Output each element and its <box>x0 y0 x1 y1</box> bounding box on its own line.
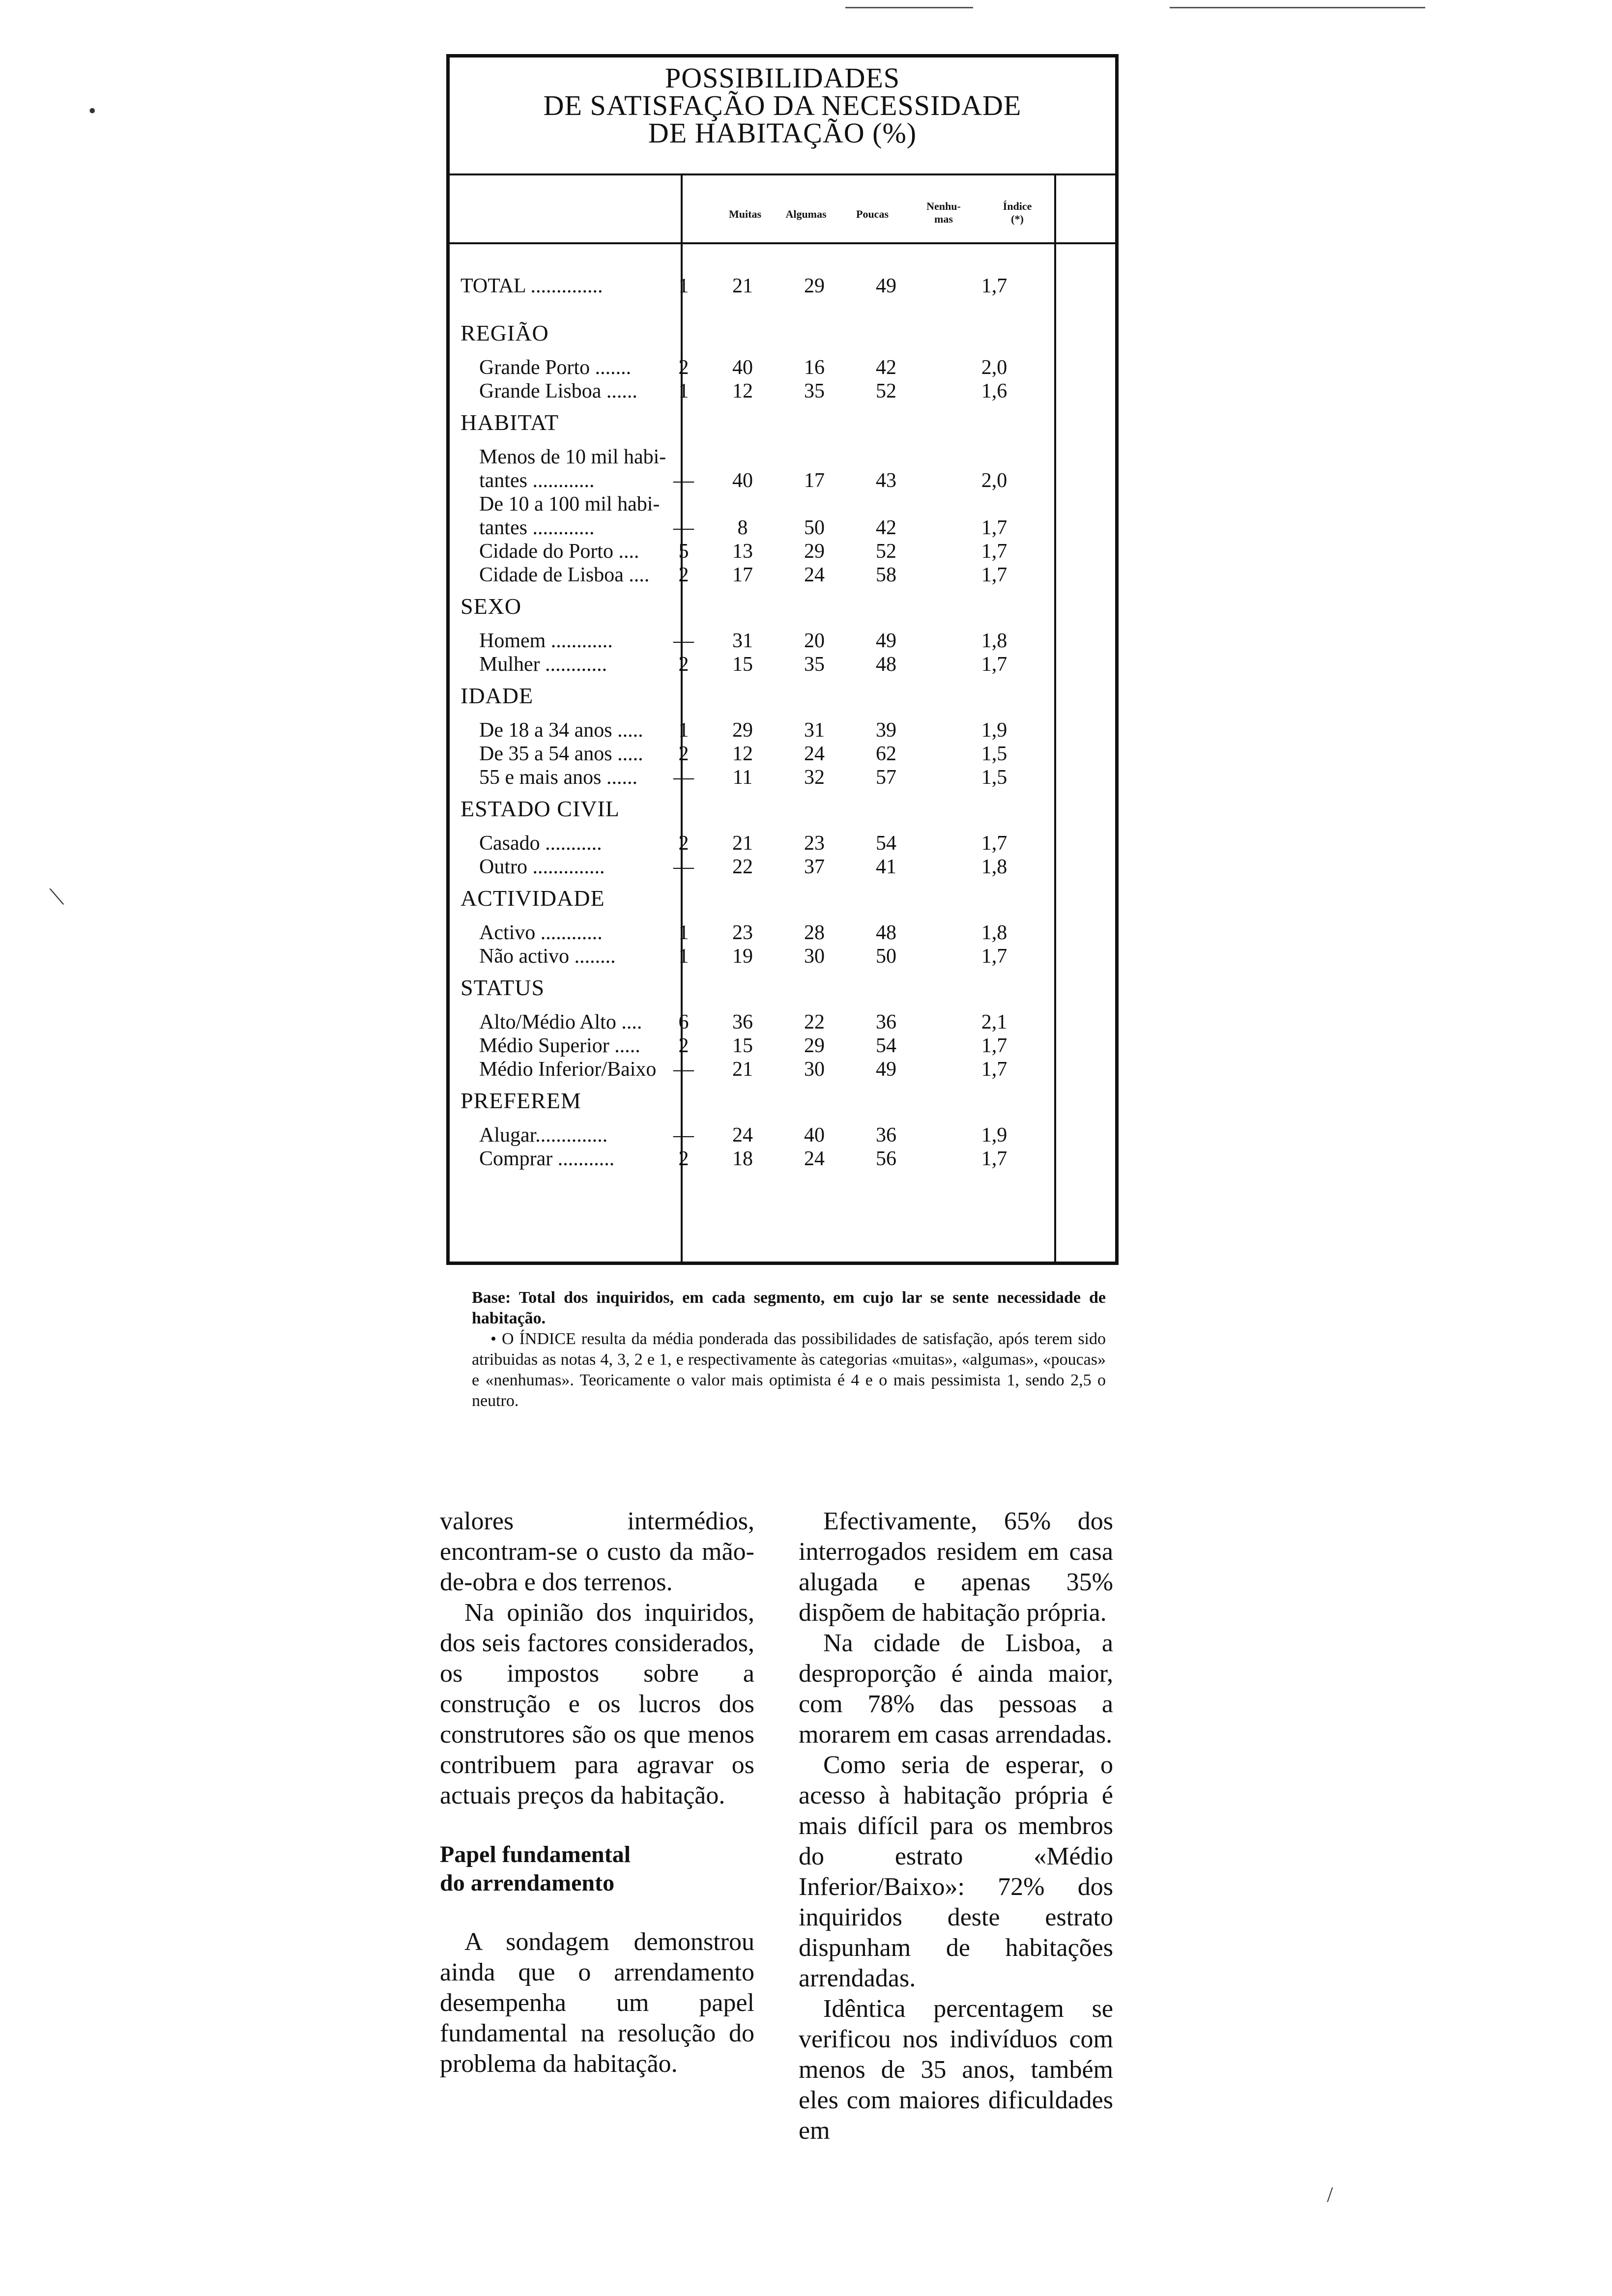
row-label: Mulher ............ <box>479 653 607 676</box>
table-row <box>450 468 1118 493</box>
cell-muitas: — <box>673 1124 694 1147</box>
cell-indice: 1,5 <box>981 766 1008 789</box>
cell-algumas: 23 <box>732 921 753 944</box>
cell-algumas: 40 <box>732 469 753 492</box>
cell-nenhumas: 50 <box>876 945 896 968</box>
cell-nenhumas: 58 <box>876 564 896 586</box>
cell-indice: 2,0 <box>981 469 1008 492</box>
table-row <box>450 355 1118 380</box>
left-paragraph-3: A sondagem demonstrou ainda que o arrendamento desempenha um papel fundamental na resolução do problema da habitação. <box>440 1928 754 2078</box>
cell-poucas: 35 <box>804 653 825 676</box>
cell-muitas: — <box>673 517 694 539</box>
cell-indice: 1,7 <box>981 1148 1008 1170</box>
row-label: 55 e mais anos ...... <box>479 766 637 789</box>
cell-nenhumas: 54 <box>876 1034 896 1057</box>
section-label: REGIÃO <box>461 320 549 345</box>
row-label: Médio Inferior/Baixo <box>479 1058 657 1081</box>
right-paragraph-2: Na cidade de Lisboa, a desproporção é ainda maior, com 78% das pessoas a morarem em casas arrendadas. <box>799 1629 1113 1749</box>
header-divider <box>450 242 1115 244</box>
table-row <box>450 1010 1118 1034</box>
cell-poucas: 29 <box>804 1034 825 1057</box>
cell-indice: 1,7 <box>981 653 1008 676</box>
cell-nenhumas: 54 <box>876 832 896 855</box>
row-label: Alugar.............. <box>479 1124 608 1147</box>
row-label: tantes ............ <box>479 469 595 492</box>
table-section-header <box>450 976 1118 1000</box>
left-paragraph-1: valores intermédios, encontram-se o custo da mão-de-obra e dos terrenos. <box>440 1507 754 1596</box>
table-title <box>450 64 1115 147</box>
table-row <box>450 445 1118 469</box>
cell-nenhumas: 42 <box>876 356 896 379</box>
cell-muitas: 1 <box>678 380 689 402</box>
cell-poucas: 23 <box>804 832 825 855</box>
cell-nenhumas: 52 <box>876 540 896 563</box>
cell-poucas: 32 <box>804 766 825 789</box>
cell-poucas: 29 <box>804 275 825 297</box>
cell-indice: 1,7 <box>981 1034 1008 1057</box>
cell-muitas: 1 <box>678 945 689 968</box>
left-column <box>440 1506 754 2079</box>
cell-algumas: 21 <box>732 1058 753 1081</box>
table-section-header <box>450 797 1118 821</box>
cell-indice: 1,9 <box>981 719 1008 742</box>
table-section-header <box>450 594 1118 619</box>
cell-muitas: 1 <box>678 719 689 742</box>
table-row <box>450 516 1118 540</box>
cell-nenhumas: 49 <box>876 275 896 297</box>
cell-indice: 1,8 <box>981 856 1008 878</box>
section-label: PREFEREM <box>461 1088 581 1113</box>
table-section-header <box>450 410 1118 435</box>
right-paragraph-1: Efectivamente, 65% dos interrogados residem em casa alugada e apenas 35% dispõem de habitação própria. <box>799 1507 1113 1627</box>
table-row <box>450 539 1118 564</box>
table-row <box>450 920 1118 945</box>
cell-poucas: 35 <box>804 380 825 402</box>
cell-muitas: — <box>673 856 694 878</box>
row-label: Activo ............ <box>479 921 603 944</box>
table-row <box>450 1123 1118 1148</box>
cell-algumas: 40 <box>732 356 753 379</box>
table-row <box>450 652 1118 677</box>
cell-nenhumas: 57 <box>876 766 896 789</box>
cell-indice: 1,7 <box>981 540 1008 563</box>
cell-nenhumas: 43 <box>876 469 896 492</box>
cell-algumas: 15 <box>732 653 753 676</box>
cell-poucas: 20 <box>804 630 825 652</box>
cell-algumas: 21 <box>732 832 753 855</box>
scan-mark-2: ⟍ <box>49 885 64 909</box>
row-label: Médio Superior ..... <box>479 1034 640 1057</box>
cell-algumas: 12 <box>732 743 753 765</box>
col-header-muitas: Muitas <box>729 208 761 220</box>
row-label: Cidade do Porto .... <box>479 540 639 563</box>
right-paragraph-3: Como seria de esperar, o acesso à habitação própria é mais difícil para os membros do estrato «Médio Inferior/Baixo»: 72% dos inquiridos deste estrato dispunham de habitações arrendadas. <box>799 1751 1113 1992</box>
cell-indice: 1,7 <box>981 945 1008 968</box>
cell-poucas: 28 <box>804 921 825 944</box>
cell-algumas: 24 <box>732 1124 753 1147</box>
row-label: Homem ............ <box>479 630 613 652</box>
note-index: • O ÍNDICE resulta da média ponderada das possibilidades de satisfação, após terem sido atribuidas as notas 4, 3, 2 e 1, e respectivamente às categorias «muitas», «algumas», «poucas» e «nenhumas». Teoricamente o valor mais optimista é 4 e o mais pessimista 1, sendo 2,5 o neutro. <box>472 1330 1106 1410</box>
row-label: Alto/Médio Alto .... <box>479 1011 642 1033</box>
cell-indice: 1,5 <box>981 743 1008 765</box>
cell-muitas: — <box>673 766 694 789</box>
cell-muitas: 2 <box>678 832 689 855</box>
note-base: Base: Total dos inquiridos, em cada segmento, em cujo lar se sente necessidade de habitação. <box>472 1289 1106 1327</box>
scan-mark-3: / <box>1327 2182 1333 2207</box>
cell-nenhumas: 49 <box>876 630 896 652</box>
survey-table <box>446 54 1119 1265</box>
table-row <box>450 1147 1118 1171</box>
cell-nenhumas: 41 <box>876 856 896 878</box>
cell-algumas: 29 <box>732 719 753 742</box>
cell-algumas: 22 <box>732 856 753 878</box>
table-row <box>450 855 1118 879</box>
cell-algumas: 21 <box>732 275 753 297</box>
cell-indice: 1,7 <box>981 275 1008 297</box>
table-section-header <box>450 886 1118 911</box>
table-row <box>450 718 1118 743</box>
cell-indice: 1,7 <box>981 517 1008 539</box>
right-column <box>799 1506 1113 2146</box>
cell-nenhumas: 49 <box>876 1058 896 1081</box>
cell-muitas: 1 <box>678 275 689 297</box>
table-title-line-3: DE HABITAÇÃO (%) <box>648 117 917 149</box>
cell-algumas: 17 <box>732 564 753 586</box>
col-header-poucas: Poucas <box>856 208 889 220</box>
row-label: Outro .............. <box>479 856 605 878</box>
cell-nenhumas: 42 <box>876 517 896 539</box>
cell-indice: 1,7 <box>981 1058 1008 1081</box>
cell-indice: 2,0 <box>981 356 1008 379</box>
cell-muitas: 2 <box>678 1148 689 1170</box>
cell-poucas: 31 <box>804 719 825 742</box>
col-header-nenhumas: Nenhu- mas <box>926 200 961 225</box>
table-row <box>450 379 1118 403</box>
section-label: ACTIVIDADE <box>461 886 605 911</box>
table-row <box>450 274 1118 298</box>
cell-poucas: 29 <box>804 540 825 563</box>
table-row <box>450 742 1118 766</box>
cell-nenhumas: 56 <box>876 1148 896 1170</box>
cell-algumas: 18 <box>732 1148 753 1170</box>
row-label: Cidade de Lisboa .... <box>479 564 650 586</box>
section-label: HABITAT <box>461 410 559 435</box>
cell-algumas: 15 <box>732 1034 753 1057</box>
table-section-header <box>450 321 1118 345</box>
cell-indice: 1,7 <box>981 564 1008 586</box>
cell-muitas: — <box>673 630 694 652</box>
top-rule-1 <box>845 7 973 8</box>
cell-nenhumas: 36 <box>876 1011 896 1033</box>
cell-indice: 2,1 <box>981 1011 1008 1033</box>
row-label: TOTAL .............. <box>461 275 603 297</box>
right-paragraph-4: Idêntica percentagem se verificou nos indivíduos com menos de 35 anos, também eles com maiores dificuldades em <box>799 1995 1113 2145</box>
cell-algumas: 36 <box>732 1011 753 1033</box>
table-row <box>450 831 1118 856</box>
table-section-header <box>450 684 1118 708</box>
cell-poucas: 24 <box>804 743 825 765</box>
section-label: ESTADO CIVIL <box>461 796 620 821</box>
cell-poucas: 40 <box>804 1124 825 1147</box>
row-label: De 18 a 34 anos ..... <box>479 719 643 742</box>
cell-algumas: 31 <box>732 630 753 652</box>
cell-nenhumas: 48 <box>876 653 896 676</box>
cell-muitas: 2 <box>678 356 689 379</box>
table-row <box>450 765 1118 790</box>
table-row <box>450 1057 1118 1082</box>
cell-nenhumas: 62 <box>876 743 896 765</box>
cell-muitas: 6 <box>678 1011 689 1033</box>
section-label: STATUS <box>461 975 545 1000</box>
row-label: Grande Porto ....... <box>479 356 632 379</box>
section-heading-line-1: Papel fundamental <box>440 1841 631 1867</box>
cell-muitas: 5 <box>678 540 689 563</box>
cell-indice: 1,7 <box>981 832 1008 855</box>
section-label: IDADE <box>461 683 534 708</box>
cell-algumas: 13 <box>732 540 753 563</box>
cell-indice: 1,6 <box>981 380 1008 402</box>
cell-algumas: 8 <box>737 517 748 539</box>
cell-nenhumas: 39 <box>876 719 896 742</box>
cell-muitas: 1 <box>678 921 689 944</box>
cell-poucas: 30 <box>804 945 825 968</box>
cell-muitas: — <box>673 1058 694 1081</box>
cell-algumas: 19 <box>732 945 753 968</box>
cell-poucas: 17 <box>804 469 825 492</box>
cell-indice: 1,8 <box>981 630 1008 652</box>
table-section-header <box>450 1089 1118 1113</box>
cell-nenhumas: 36 <box>876 1124 896 1147</box>
left-paragraph-2: Na opinião dos inquiridos, dos seis factores considerados, os impostos sobre a construção e os lucros dos construtores são os que menos contribuem para agravar os actuais preços da habitação. <box>440 1599 754 1809</box>
cell-poucas: 30 <box>804 1058 825 1081</box>
row-label: tantes ............ <box>479 517 595 539</box>
cell-indice: 1,8 <box>981 921 1008 944</box>
cell-poucas: 24 <box>804 1148 825 1170</box>
cell-indice: 1,9 <box>981 1124 1008 1147</box>
title-divider <box>450 173 1115 175</box>
row-label: Não activo ........ <box>479 945 616 968</box>
table-title-line-1: POSSIBILIDADES <box>664 62 900 94</box>
cell-algumas: 11 <box>732 766 753 789</box>
cell-muitas: 2 <box>678 1034 689 1057</box>
table-row <box>450 1033 1118 1058</box>
table-row <box>450 629 1118 653</box>
cell-poucas: 50 <box>804 517 825 539</box>
section-label: SEXO <box>461 594 522 619</box>
cell-poucas: 37 <box>804 856 825 878</box>
row-label: Comprar ........... <box>479 1148 615 1170</box>
col-header-indice: Índice (*) <box>1003 200 1032 225</box>
row-label: Menos de 10 mil habi- <box>479 446 666 468</box>
cell-algumas: 12 <box>732 380 753 402</box>
row-label: Casado ........... <box>479 832 602 855</box>
row-label: De 35 a 54 anos ..... <box>479 743 643 765</box>
row-label: De 10 a 100 mil habi- <box>479 493 660 516</box>
row-label: Grande Lisboa ...... <box>479 380 637 402</box>
table-notes <box>472 1288 1106 1411</box>
table-row <box>450 944 1118 969</box>
cell-muitas: — <box>673 469 694 492</box>
section-heading-line-2: do arrendamento <box>440 1870 615 1896</box>
table-title-line-2: DE SATISFAÇÃO DA NECESSIDADE <box>543 89 1022 121</box>
top-rule-2 <box>1170 7 1425 8</box>
table-row <box>450 492 1118 517</box>
cell-muitas: 2 <box>678 653 689 676</box>
col-header-algumas: Algumas <box>785 208 827 220</box>
cell-nenhumas: 48 <box>876 921 896 944</box>
scan-mark-1: • <box>88 99 96 123</box>
cell-poucas: 16 <box>804 356 825 379</box>
cell-poucas: 22 <box>804 1011 825 1033</box>
cell-muitas: 2 <box>678 743 689 765</box>
cell-nenhumas: 52 <box>876 380 896 402</box>
cell-poucas: 24 <box>804 564 825 586</box>
cell-muitas: 2 <box>678 564 689 586</box>
table-row <box>450 563 1118 587</box>
